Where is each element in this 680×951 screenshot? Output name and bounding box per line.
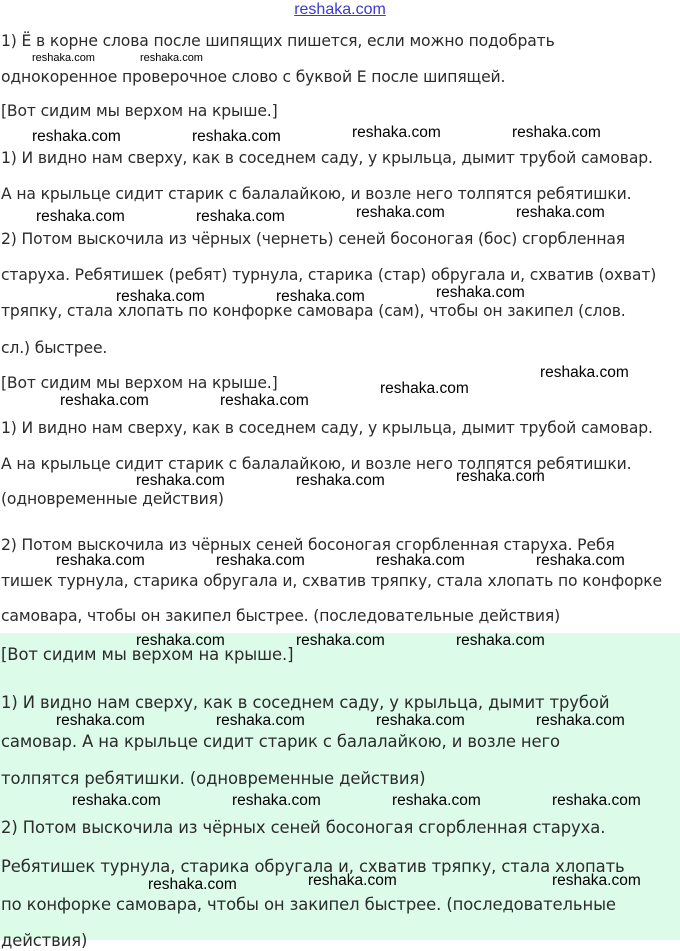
watermark: reshaka.com <box>456 468 545 485</box>
block3-scheme: [Вот сидим мы верхом на крыше.] <box>1 645 294 664</box>
watermark: reshaka.com <box>512 124 601 141</box>
watermark: reshaka.com <box>140 52 203 64</box>
watermark: reshaka.com <box>216 712 305 729</box>
watermark: reshaka.com <box>352 124 441 141</box>
block2-line-6: тишек турнула, старика обругала и, схватив тряпку, стала хлопать по конфорке <box>1 572 662 590</box>
watermark: reshaka.com <box>32 128 121 145</box>
watermark: reshaka.com <box>60 392 149 409</box>
block3-line-6: Ребятишек турнула, старика обругала и, схватив тряпку, стала хлопать <box>1 857 625 876</box>
rule-line-1: 1) Ё в корне слова после шипящих пишется, если можно подобрать <box>1 32 555 50</box>
block3-line-7: по конфорке самовара, чтобы он закипел быстрее. (последовательные <box>1 895 616 914</box>
watermark: reshaka.com <box>220 392 309 409</box>
watermark: reshaka.com <box>392 792 481 809</box>
watermark: reshaka.com <box>456 632 545 649</box>
watermark: reshaka.com <box>216 552 305 569</box>
block3-line-3: самовар. А на крыльце сидит старик с балалайкою, и возле него <box>1 732 560 751</box>
block1-line-5: старуха. Ребятишек (ребят) турнула, старика (стар) обругала и, схватив (охват) <box>1 266 657 284</box>
watermark: reshaka.com <box>380 380 469 397</box>
block1-line-2: 1) И видно нам сверху, как в соседнем саду, у крыльца, дымит трубой самовар. <box>1 149 653 167</box>
watermark: reshaka.com <box>232 792 321 809</box>
watermark: reshaka.com <box>308 872 397 889</box>
block1-line-4: 2) Потом выскочила из чёрных (чернеть) сеней босоногая (бос) сгорбленная <box>1 230 626 248</box>
watermark: reshaka.com <box>136 632 225 649</box>
block2-scheme: [Вот сидим мы верхом на крыше.] <box>1 374 278 392</box>
watermark: reshaka.com <box>436 284 525 301</box>
block2-line-2: 1) И видно нам сверху, как в соседнем саду, у крыльца, дымит трубой самовар. <box>1 419 653 437</box>
watermark: reshaka.com <box>540 364 629 381</box>
watermark: reshaka.com <box>536 712 625 729</box>
block1-scheme: [Вот сидим мы верхом на крыше.] <box>1 102 278 120</box>
block2-line-3: А на крыльце сидит старик с балалайкою, и возле него толпятся ребятишки. <box>1 455 632 473</box>
block1-line-6: тряпку, стала хлопать по конфорке самовара (сам), чтобы он закипел (слов. <box>1 302 626 320</box>
watermark: reshaka.com <box>552 792 641 809</box>
block2-line-7: самовара, чтобы он закипел быстрее. (последовательные действия) <box>1 607 561 625</box>
watermark: reshaka.com <box>148 876 237 893</box>
watermark: reshaka.com <box>192 128 281 145</box>
watermark: reshaka.com <box>136 472 225 489</box>
watermark: reshaka.com <box>276 288 365 305</box>
block3-line-5: 2) Потом выскочила из чёрных сеней босоногая сгорбленная старуха. <box>1 818 606 837</box>
watermark: reshaka.com <box>56 552 145 569</box>
watermark: reshaka.com <box>72 792 161 809</box>
block3-line-4: толпятся ребятишки. (одновременные действия) <box>1 769 426 788</box>
block1-line-3: А на крыльце сидит старик с балалайкою, и возле него толпятся ребятишки. <box>1 185 632 203</box>
block2-line-5: 2) Потом выскочила из чёрных сеней босоногая сгорбленная старуха. Ребя <box>1 536 615 554</box>
watermark: reshaka.com <box>32 52 95 64</box>
watermark: reshaka.com <box>56 712 145 729</box>
watermark: reshaka.com <box>516 204 605 221</box>
rule-line-2: однокоренное проверочное слово с буквой Е после шипящей. <box>1 68 506 86</box>
watermark: reshaka.com <box>376 552 465 569</box>
block3-line-8: действия) <box>1 931 88 950</box>
site-header-link[interactable]: reshaka.com <box>294 1 386 18</box>
watermark: reshaka.com <box>196 208 285 225</box>
block3-line-2: 1) И видно нам сверху, как в соседнем саду, у крыльца, дымит трубой <box>1 693 610 712</box>
watermark: reshaka.com <box>552 872 641 889</box>
watermark: reshaka.com <box>536 552 625 569</box>
watermark: reshaka.com <box>376 712 465 729</box>
watermark: reshaka.com <box>36 208 125 225</box>
watermark: reshaka.com <box>296 472 385 489</box>
watermark: reshaka.com <box>116 288 205 305</box>
watermark: reshaka.com <box>296 632 385 649</box>
block1-line-7: сл.) быстрее. <box>1 339 108 357</box>
block2-line-4: (одновременные действия) <box>1 490 224 508</box>
watermark: reshaka.com <box>356 204 445 221</box>
